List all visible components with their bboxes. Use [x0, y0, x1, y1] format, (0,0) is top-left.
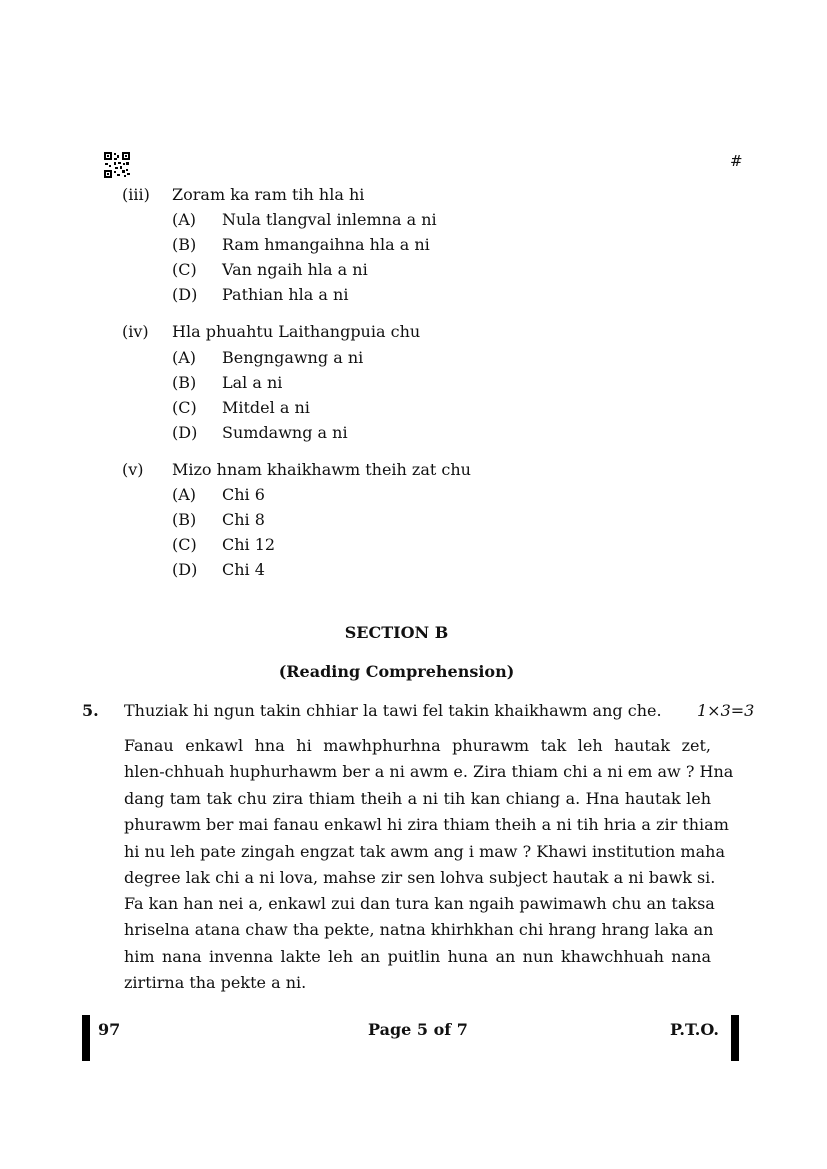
option-letter: (B) — [172, 373, 197, 392]
option-letter: (D) — [172, 285, 198, 304]
question-text: Mizo hnam khaikhawm theih zat chu — [172, 460, 471, 479]
option-letter: (C) — [172, 260, 197, 279]
question-label: (iii) — [122, 185, 150, 204]
option-text: Chi 6 — [222, 485, 265, 504]
passage-line: hriselna atana chaw tha pekte, natna khirhkhan chi hrang hrang laka an — [124, 920, 714, 939]
option-letter: (D) — [172, 560, 198, 579]
footer-left-bar — [82, 1015, 90, 1061]
option-text: Lal a ni — [222, 373, 283, 392]
option-text: Nula tlangval inlemna a ni — [222, 210, 437, 229]
option-letter: (A) — [172, 348, 197, 367]
paper-code: 97 — [98, 1020, 121, 1039]
option-text: Chi 8 — [222, 510, 265, 529]
option-text: Ram hmangaihna hla a ni — [222, 235, 430, 254]
page-number: Page 5 of 7 — [368, 1020, 468, 1039]
section-title: SECTION B — [344, 623, 449, 642]
option-text: Mitdel a ni — [222, 398, 310, 417]
passage-line: Fanau enkawl hna hi mawhphurhna phurawm tak leh hautak zet, — [124, 736, 711, 755]
question-label: (iv) — [122, 322, 149, 341]
option-letter: (B) — [172, 235, 197, 254]
option-letter: (B) — [172, 510, 197, 529]
passage-line: Fa kan han nei a, enkawl zui dan tura kan ngaih pawimawh chu an taksa — [124, 894, 715, 913]
question-instruction: Thuziak hi ngun takin chhiar la tawi fel takin khaikhawm ang che. — [124, 701, 662, 720]
passage-line: zirtirna tha pekte a ni. — [124, 973, 307, 992]
passage-line: him nana invenna lakte leh an puitlin huna an nun khawchhuah nana — [124, 947, 711, 966]
qr-code-icon — [104, 152, 130, 178]
option-text: Pathian hla a ni — [222, 285, 349, 304]
page-marker: # — [730, 152, 743, 170]
passage-line: degree lak chi a ni lova, mahse zir sen lohva subject hautak a ni bawk si. — [124, 868, 716, 887]
option-letter: (D) — [172, 423, 198, 442]
section-subtitle: (Reading Comprehension) — [278, 662, 515, 681]
question-text: Hla phuahtu Laithangpuia chu — [172, 322, 421, 341]
option-text: Bengngawng a ni — [222, 348, 364, 367]
passage-line: hlen-chhuah huphurhawm ber a ni awm e. Zira thiam chi a ni em aw ? Hna — [124, 762, 734, 781]
option-text: Van ngaih hla a ni — [222, 260, 368, 279]
footer-right-bar — [731, 1015, 739, 1061]
option-letter: (A) — [172, 485, 197, 504]
question-number: 5. — [82, 701, 99, 720]
option-text: Chi 4 — [222, 560, 265, 579]
passage-line: dang tam tak chu zira thiam theih a ni tih kan chiang a. Hna hautak leh — [124, 789, 711, 808]
option-text: Sumdawng a ni — [222, 423, 348, 442]
option-letter: (C) — [172, 398, 197, 417]
question-text: Zoram ka ram tih hla hi — [172, 185, 365, 204]
option-letter: (C) — [172, 535, 197, 554]
passage-line: hi nu leh pate zingah engzat tak awm ang i maw ? Khawi institution maha — [124, 842, 725, 861]
option-text: Chi 12 — [222, 535, 276, 554]
pto-label: P.T.O. — [670, 1020, 719, 1039]
question-label: (v) — [122, 460, 144, 479]
marks-allocation: 1×3=3 — [697, 701, 755, 720]
passage-line: phurawm ber mai fanau enkawl hi zira thiam theih a ni tih hria a zir thiam — [124, 815, 729, 834]
option-letter: (A) — [172, 210, 197, 229]
